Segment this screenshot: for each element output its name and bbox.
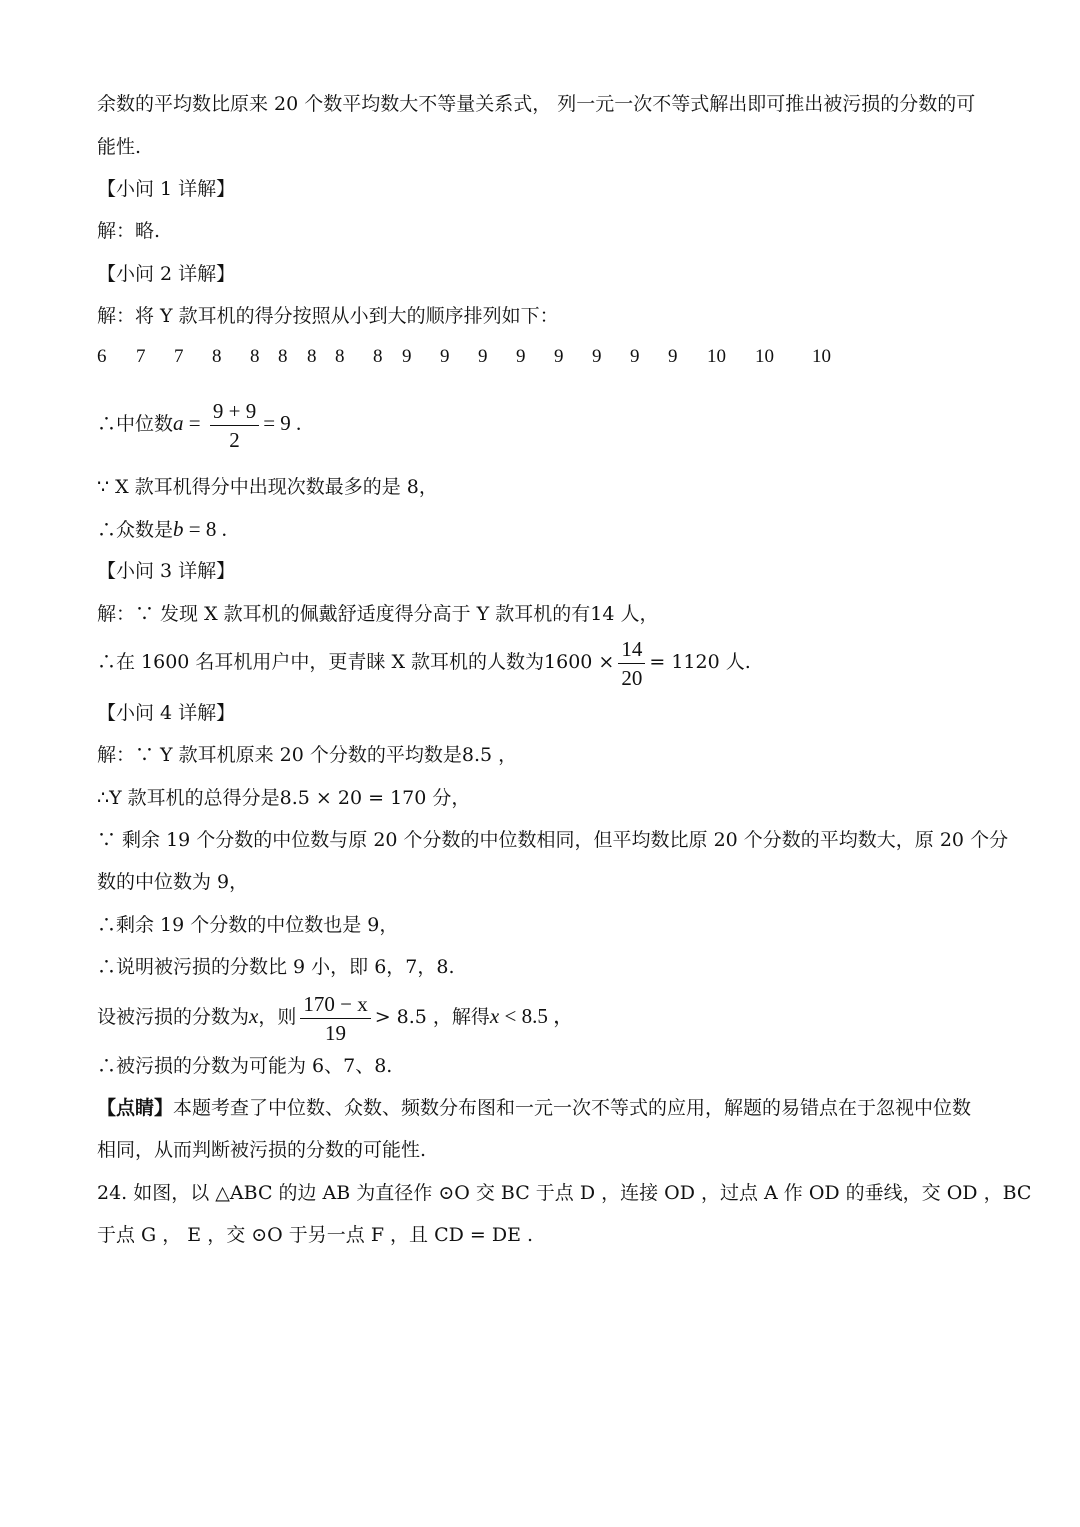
math-operator: = <box>183 411 206 435</box>
score-value: 8 <box>278 346 288 367</box>
math-result: < 8.5 ， <box>499 1004 575 1028</box>
median-equation <box>97 395 984 452</box>
score-value: 6 <box>97 346 107 367</box>
q3-equation <box>97 634 984 690</box>
section-heading: 【小问 2 详解】 <box>97 263 236 285</box>
problem-24-line: 于点 G ， E ，交 ⊙O 于另一点 F ，且 CD = DE . <box>97 1224 534 1246</box>
score-list <box>0 346 1080 372</box>
score-value: 9 <box>592 346 602 367</box>
problem-24-line: 24. 如图，以 △ABC 的边 AB 为直径作 ⊙O 交 BC 于点 D ，连接 OD ，过点 A 作 OD 的垂线，交 OD ，BC <box>97 1182 1032 1204</box>
score-value: 9 <box>440 346 450 367</box>
fraction-denominator: 19 <box>325 1020 347 1045</box>
fraction <box>618 637 645 690</box>
fraction-numerator: 14 <box>618 637 645 664</box>
text-line: 解：略. <box>97 220 161 242</box>
math-variable: a <box>173 411 184 435</box>
text-span: 本题考查了中位数、众数、频数分布图和一元一次不等式的应用，解题的易错点在于忽视中位数 <box>173 1097 972 1119</box>
text-line: ∵ X 款耳机得分中出现次数最多的是 8， <box>97 476 438 498</box>
text-line: 余数的平均数比原来 20 个数平均数大不等量关系式， 列一元一次不等式解出即可推出被污损的分数的可 <box>97 93 976 115</box>
section-heading: 【小问 4 详解】 <box>97 702 236 724</box>
score-value: 9 <box>402 346 412 367</box>
text-span: ，则 <box>258 1006 297 1028</box>
score-value: 9 <box>516 346 526 367</box>
score-value: 8 <box>335 346 345 367</box>
text-span: > 8.5 ，解得 <box>374 1006 490 1028</box>
text-span: 设被污损的分数为 <box>97 1006 250 1028</box>
text-line: 能性. <box>97 136 142 158</box>
score-value: 9 <box>554 346 564 367</box>
score-value: 8 <box>373 346 383 367</box>
math-variable: x <box>489 1004 500 1028</box>
inequality-equation <box>97 988 984 1045</box>
score-value: 10 <box>812 346 831 367</box>
fraction-numerator: 9 + 9 <box>210 399 259 426</box>
score-value: 7 <box>174 346 184 367</box>
mode-equation <box>97 516 984 543</box>
text-line: ∴Y 款耳机的总得分是8.5 × 20 = 170 分， <box>97 787 471 809</box>
fraction-denominator: 2 <box>229 427 240 452</box>
text-line: 相同，从而判断被污损的分数的可能性. <box>97 1139 427 1161</box>
text-line: ∴剩余 19 个分数的中位数也是 9， <box>97 914 399 936</box>
fraction-denominator: 20 <box>621 665 643 690</box>
fraction <box>300 992 370 1045</box>
comment-paragraph <box>97 1095 984 1121</box>
text-line: 解：∵ 发现 X 款耳机的佩戴舒适度得分高于 Y 款耳机的有14 人， <box>97 603 659 625</box>
text-line: 解：将 Y 款耳机的得分按照从小到大的顺序排列如下： <box>97 305 559 327</box>
text-span: ∴中位数 <box>97 413 174 435</box>
section-heading: 【小问 3 详解】 <box>97 560 236 582</box>
score-value: 7 <box>136 346 146 367</box>
fraction <box>210 399 259 452</box>
score-value: 9 <box>478 346 488 367</box>
text-line: 解：∵ Y 款耳机原来 20 个分数的平均数是8.5 ， <box>97 744 518 766</box>
score-value: 10 <box>755 346 774 367</box>
text-span: = 1120 人. <box>649 651 751 673</box>
section-heading: 【小问 1 详解】 <box>97 178 236 200</box>
math-variable: x <box>249 1004 259 1028</box>
text-line: ∴说明被污损的分数比 9 小，即 6，7，8. <box>97 956 455 978</box>
score-value: 9 <box>630 346 640 367</box>
text-span: ∴在 1600 名耳机用户中，更青睐 X 款耳机的人数为1600 × <box>97 651 615 673</box>
text-line: ∴被污损的分数为可能为 6、7、8. <box>97 1055 393 1077</box>
score-value: 9 <box>668 346 678 367</box>
text-line: ∵ 剩余 19 个分数的中位数与原 20 个分数的中位数相同，但平均数比原 20 个分数的平均数大，原 20 个分 <box>97 829 1009 851</box>
score-value: 8 <box>212 346 222 367</box>
score-value: 8 <box>250 346 260 367</box>
math-result: = 8 . <box>183 517 227 541</box>
text-line: 数的中位数为 9， <box>97 871 249 893</box>
math-result: = 9 . <box>263 411 302 435</box>
score-value: 8 <box>307 346 317 367</box>
score-value: 10 <box>707 346 726 367</box>
math-variable: b <box>173 517 184 541</box>
text-span: ∴众数是 <box>97 519 174 541</box>
comment-label: 【点睛】 <box>97 1097 174 1119</box>
fraction-numerator: 170 − x <box>300 992 370 1019</box>
